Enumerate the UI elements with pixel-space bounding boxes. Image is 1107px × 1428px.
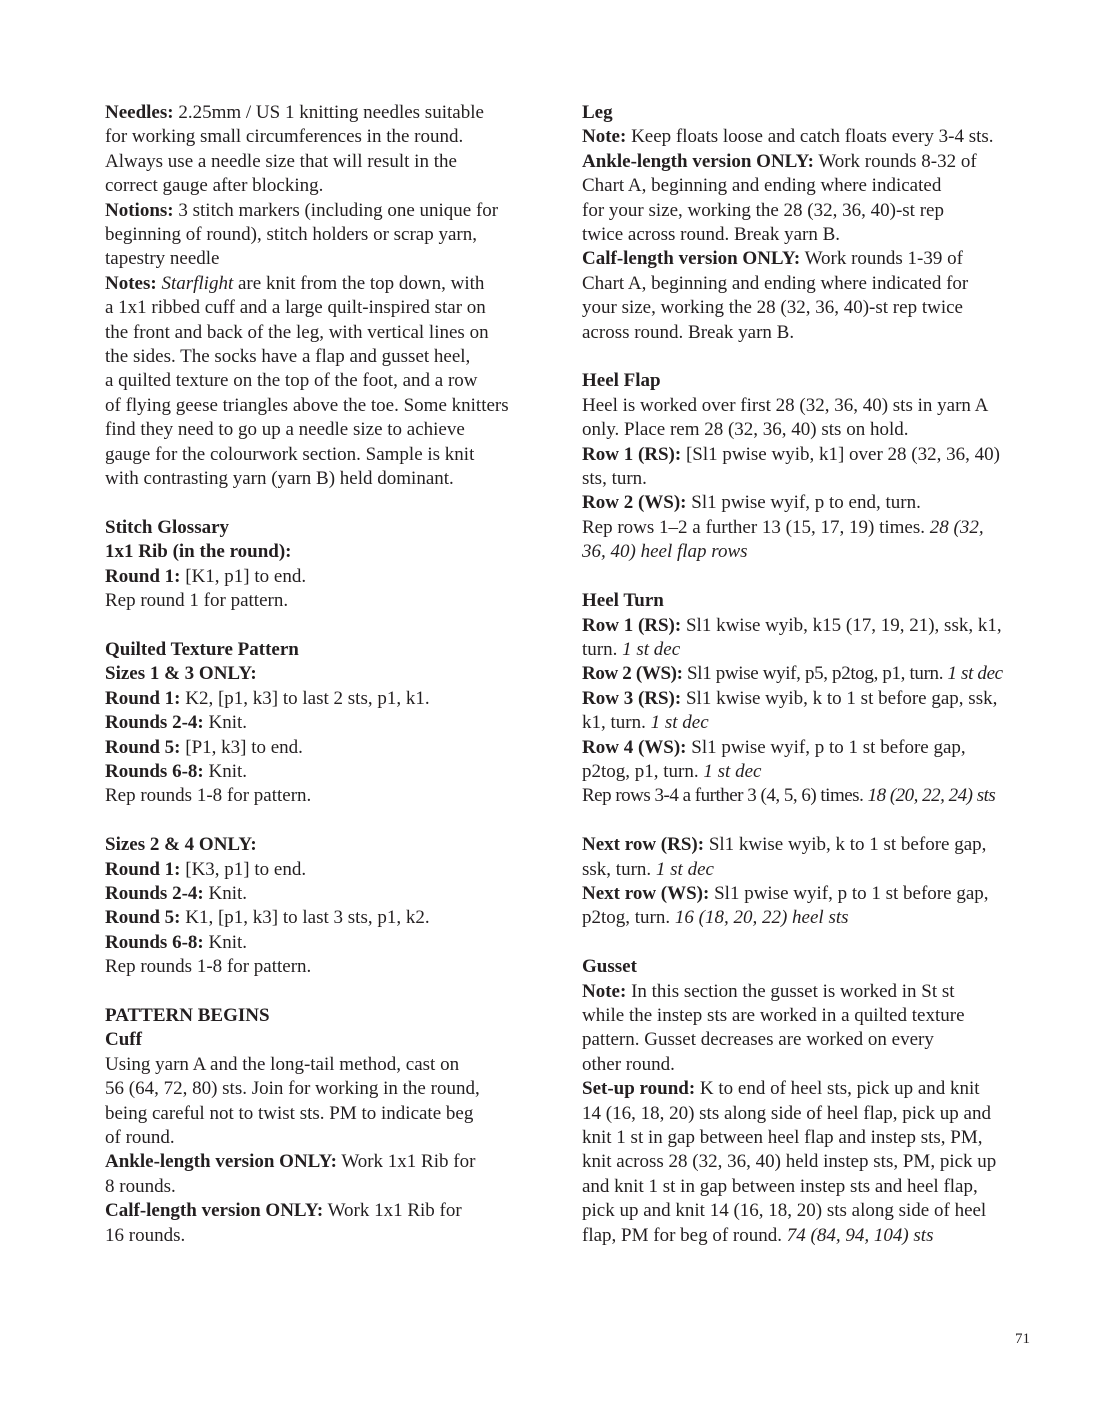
notions-line: Notions: 3 stitch markers (including one unique for bbox=[105, 199, 499, 221]
row-line: Row 4 (WS): Sl1 pwise wyif, p to 1 st before gap, bbox=[582, 736, 966, 758]
section-heading-gusset: Gusset bbox=[582, 956, 637, 978]
text-line: ssk, turn. 1 st dec bbox=[582, 858, 714, 880]
text-line: p2tog, p1, turn. 1 st dec bbox=[582, 760, 762, 782]
text-line: Rep round 1 for pattern. bbox=[105, 590, 289, 612]
round-line: Round 5: [P1, k3] to end. bbox=[105, 736, 303, 758]
text-line: a quilted texture on the top of the foot, and a row bbox=[105, 370, 478, 392]
text-line: p2tog, turn. 16 (18, 20, 22) heel sts bbox=[582, 907, 849, 929]
round-line: Round 1: [K1, p1] to end. bbox=[105, 565, 307, 587]
row-line: Row 2 (WS): Sl1 pwise wyif, p to end, turn. bbox=[582, 492, 921, 514]
ankle-version-line: Ankle-length version ONLY: Work rounds 8-32 of bbox=[582, 150, 977, 172]
ankle-version-line: Ankle-length version ONLY: Work 1x1 Rib for bbox=[105, 1151, 476, 1173]
round-line: Rounds 2-4: Knit. bbox=[105, 882, 248, 904]
right-column bbox=[582, 101, 1032, 1248]
note-line: Note: In this section the gusset is worked in St st bbox=[582, 980, 955, 1002]
text-line: 14 (16, 18, 20) sts along side of heel flap, pick up and bbox=[582, 1102, 991, 1124]
round-line: Round 5: K1, [p1, k3] to last 3 sts, p1, k2. bbox=[105, 907, 430, 929]
repeat-line: Rep rows 3-4 a further 3 (4, 5, 6) times. 18 (20, 22, 24) sts bbox=[582, 785, 996, 807]
text-line: 8 rounds. bbox=[105, 1175, 176, 1197]
round-line: Round 1: [K3, p1] to end. bbox=[105, 858, 307, 880]
text-line: being careful not to twist sts. PM to indicate beg bbox=[105, 1102, 474, 1124]
row-line: Row 2 (WS): Sl1 pwise wyif, p5, p2tog, p1, turn. 1 st dec bbox=[582, 663, 1003, 685]
round-line: Rounds 6-8: Knit. bbox=[105, 760, 248, 782]
calf-version-line: Calf-length version ONLY: Work rounds 1-39 of bbox=[582, 248, 963, 270]
text-line: a 1x1 ribbed cuff and a large quilt-inspired star on bbox=[105, 297, 486, 319]
text-line: the sides. The socks have a flap and gusset heel, bbox=[105, 346, 471, 368]
text-line: other round. bbox=[582, 1053, 675, 1075]
row-line: Row 3 (RS): Sl1 kwise wyib, k to 1 st before gap, ssk, bbox=[582, 687, 998, 709]
text-line: of round. bbox=[105, 1127, 175, 1148]
section-heading-heel-turn: Heel Turn bbox=[582, 590, 664, 612]
page-number: 71 bbox=[1015, 1331, 1030, 1347]
row-line: Next row (RS): Sl1 kwise wyib, k to 1 st before gap, bbox=[582, 834, 987, 856]
text-line: pattern. Gusset decreases are worked on every bbox=[582, 1029, 934, 1051]
text-line: and knit 1 st in gap between instep sts and heel flap, bbox=[582, 1175, 978, 1197]
text-line: your size, working the 28 (32, 36, 40)-st rep twice bbox=[582, 297, 963, 319]
text-line: Heel is worked over first 28 (32, 36, 40) sts in yarn A bbox=[582, 394, 989, 416]
needles-line: Needles: 2.25mm / US 1 knitting needles suitable bbox=[105, 102, 484, 123]
notes-line: Notes: Starflight are knit from the top down, with bbox=[105, 272, 485, 294]
note-line: Note: Keep floats loose and catch floats every 3-4 sts. bbox=[582, 126, 994, 148]
text-line: Always use a needle size that will result in the bbox=[105, 150, 457, 172]
row-line: Row 1 (RS): [Sl1 pwise wyib, k1] over 28 (32, 36, 40) bbox=[582, 443, 1000, 465]
text-line: knit across 28 (32, 36, 40) held instep sts, PM, pick up bbox=[582, 1151, 997, 1173]
section-heading-stitch-glossary: Stitch Glossary bbox=[105, 516, 230, 538]
text-line: flap, PM for beg of round. 74 (84, 94, 104) sts bbox=[582, 1224, 934, 1246]
text-line: while the instep sts are worked in a quilted texture bbox=[582, 1004, 965, 1026]
text-line: tapestry needle bbox=[105, 248, 220, 270]
text-line: Chart A, beginning and ending where indicated for bbox=[582, 272, 969, 294]
text-line: k1, turn. 1 st dec bbox=[582, 712, 709, 734]
text-line: correct gauge after blocking. bbox=[105, 175, 324, 197]
text-line: gauge for the colourwork section. Sample is knit bbox=[105, 443, 475, 465]
text-line: 36, 40) heel flap rows bbox=[582, 541, 748, 563]
subheading-sizes-2-4: Sizes 2 & 4 ONLY: bbox=[105, 834, 257, 856]
text-line: knit 1 st in gap between heel flap and instep sts, PM, bbox=[582, 1127, 983, 1148]
section-heading-quilted-texture: Quilted Texture Pattern bbox=[105, 638, 299, 660]
subheading-sizes-1-3: Sizes 1 & 3 ONLY: bbox=[105, 663, 257, 685]
text-line: sts, turn. bbox=[582, 468, 647, 490]
repeat-line: Rep rows 1–2 a further 13 (15, 17, 19) times. 28 (32, bbox=[582, 516, 984, 538]
text-line: for your size, working the 28 (32, 36, 40)-st rep bbox=[582, 199, 944, 221]
text-line: find they need to go up a needle size to achieve bbox=[105, 419, 465, 441]
text-line: across round. Break yarn B. bbox=[582, 321, 795, 343]
text-line: pick up and knit 14 (16, 18, 20) sts along side of heel bbox=[582, 1200, 987, 1222]
text-line: Using yarn A and the long-tail method, cast on bbox=[105, 1053, 460, 1075]
text-line: Rep rounds 1-8 for pattern. bbox=[105, 956, 312, 978]
calf-version-line: Calf-length version ONLY: Work 1x1 Rib for bbox=[105, 1200, 462, 1222]
text-line: with contrasting yarn (yarn B) held dominant. bbox=[105, 468, 454, 490]
round-line: Round 1: K2, [p1, k3] to last 2 sts, p1, k1. bbox=[105, 687, 430, 709]
text-line: twice across round. Break yarn B. bbox=[582, 224, 841, 246]
row-line: Next row (WS): Sl1 pwise wyif, p to 1 st before gap, bbox=[582, 882, 989, 904]
section-heading-heel-flap: Heel Flap bbox=[582, 370, 661, 392]
subheading-cuff: Cuff bbox=[105, 1029, 142, 1051]
setup-round-line: Set-up round: K to end of heel sts, pick up and knit bbox=[582, 1078, 980, 1100]
round-line: Rounds 6-8: Knit. bbox=[105, 931, 248, 953]
left-column bbox=[105, 101, 545, 1248]
text-line: 16 rounds. bbox=[105, 1224, 186, 1246]
subheading-1x1-rib: 1x1 Rib (in the round): bbox=[105, 541, 292, 563]
text-line: for working small circumferences in the round. bbox=[105, 126, 464, 148]
section-heading-leg: Leg bbox=[582, 102, 613, 123]
round-line: Rounds 2-4: Knit. bbox=[105, 712, 248, 734]
text-line: of flying geese triangles above the toe. Some knitters bbox=[105, 394, 509, 416]
text-line: Chart A, beginning and ending where indicated bbox=[582, 175, 942, 197]
text-line: the front and back of the leg, with vertical lines on bbox=[105, 321, 489, 343]
text-line: turn. 1 st dec bbox=[582, 638, 681, 660]
text-line: only. Place rem 28 (32, 36, 40) sts on hold. bbox=[582, 419, 909, 441]
text-line: 56 (64, 72, 80) sts. Join for working in the round, bbox=[105, 1078, 480, 1100]
text-line: beginning of round), stitch holders or scrap yarn, bbox=[105, 224, 477, 246]
text-line: Rep rounds 1-8 for pattern. bbox=[105, 785, 312, 807]
section-heading-pattern-begins: PATTERN BEGINS bbox=[105, 1004, 270, 1026]
row-line: Row 1 (RS): Sl1 kwise wyib, k15 (17, 19, 21), ssk, k1, bbox=[582, 614, 1002, 636]
